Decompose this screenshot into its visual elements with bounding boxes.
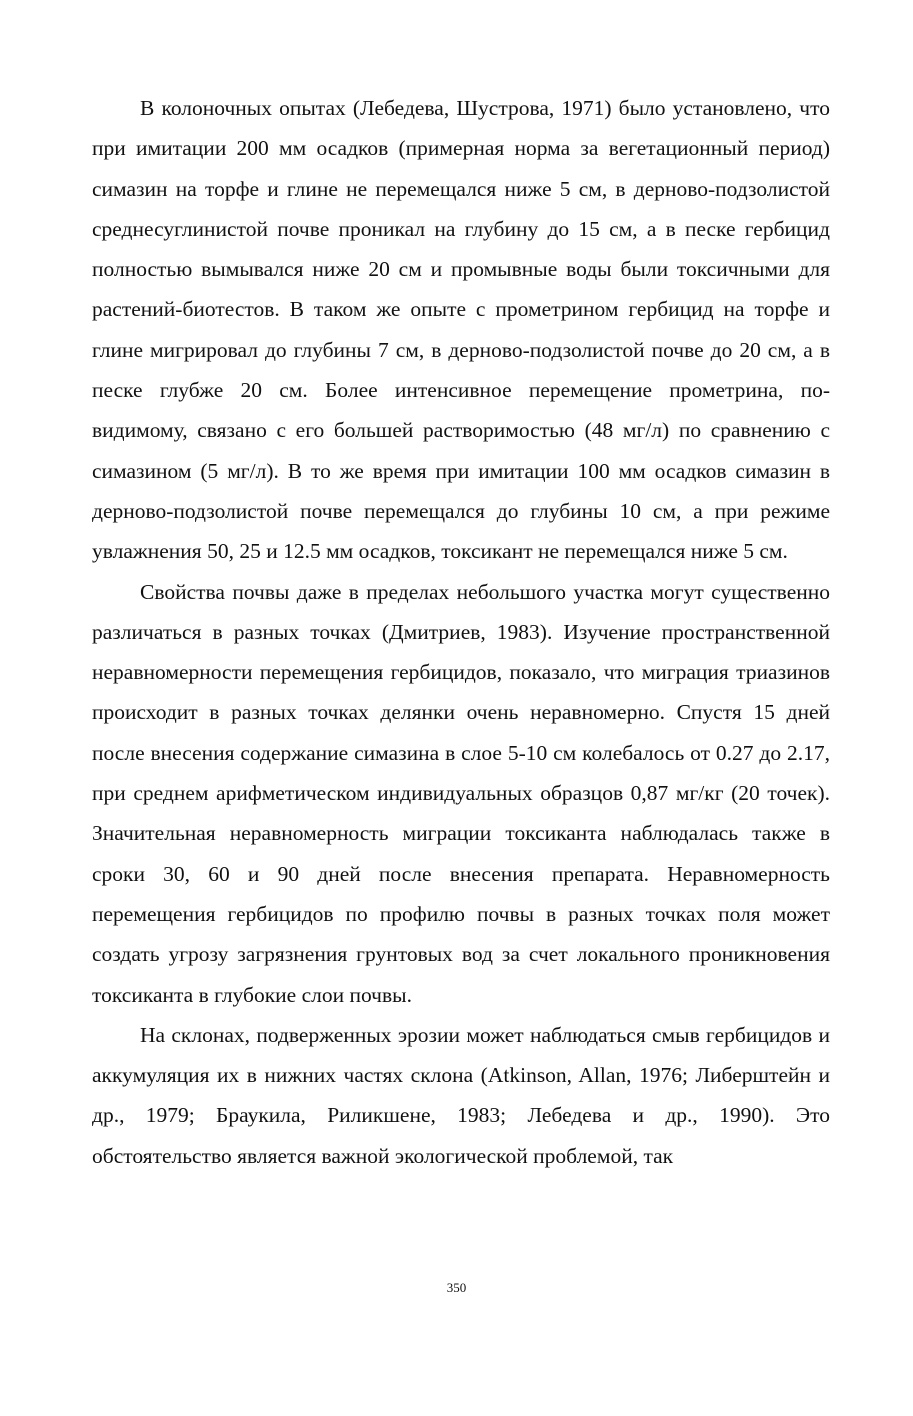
paragraph-spatial-unevenness: Свойства почвы даже в пределах небольшого участка могут существенно различаться в разных точках (Дмитриев, 1983). Изучение пространственной неравномерности перемещения гербицидов, показало, что миграция триазинов происходит в разных точках делянки очень неравномерно. Спустя 15 дней после внесения содержание симазина в слое 5-10 см колебалось от 0.27 до 2.17, при среднем арифметическом индивидуальных образцов 0,87 мг/кг (20 точек). Значительная неравномерность миграции токсиканта наблюдалась также в сроки 30, 60 и 90 дней после внесения препарата. Неравномерность перемещения гербицидов по профилю почвы в разных точках поля может создать угрозу загрязнения грунтовых вод за счет локального проникновения токсиканта в глубокие слои почвы. [92,579,830,1007]
body-text [92,88,830,1176]
paragraph-column-experiments: В колоночных опытах (Лебедева, Шустрова, 1971) было установлено, что при имитации 200 мм осадков (примерная норма за вегетационный период) симазин на торфе и глине не перемещался ниже 5 см, в дерново-подзолистой среднесуглинистой почве проникал на глубину до 15 см, а в песке гербицид полностью вымывался ниже 20 см и промывные воды были токсичными для растений-биотестов. В таком же опыте с прометрином гербицид на торфе и глине мигрировал до глубины 7 см, в дерново-подзолистой почве до 20 см, а в песке глубже 20 см. Более интенсивное перемещение прометрина, по-видимому, связано с его большей растворимостью (48 мг/л) по сравнению с симазином (5 мг/л). В то же время при имитации 100 мм осадков симазин в дерново-подзолистой почве перемещался до глубины 10 см, а при режиме увлажнения 50, 25 и 12.5 мм осадков, токсикант не перемещался ниже 5 см. [92,96,830,564]
page-number: 350 [446,1280,467,1295]
paragraph-slope-erosion: На склонах, подверженных эрозии может наблюдаться смыв гербицидов и аккумуляция их в нижних частях склона (Atkinson, Allan, 1976; Либерштейн и др., 1979; Браукила, Риликшене, 1983; Лебедева и др., 1990). Это обстоятельство является важной экологической проблемой, так [92,1022,830,1168]
